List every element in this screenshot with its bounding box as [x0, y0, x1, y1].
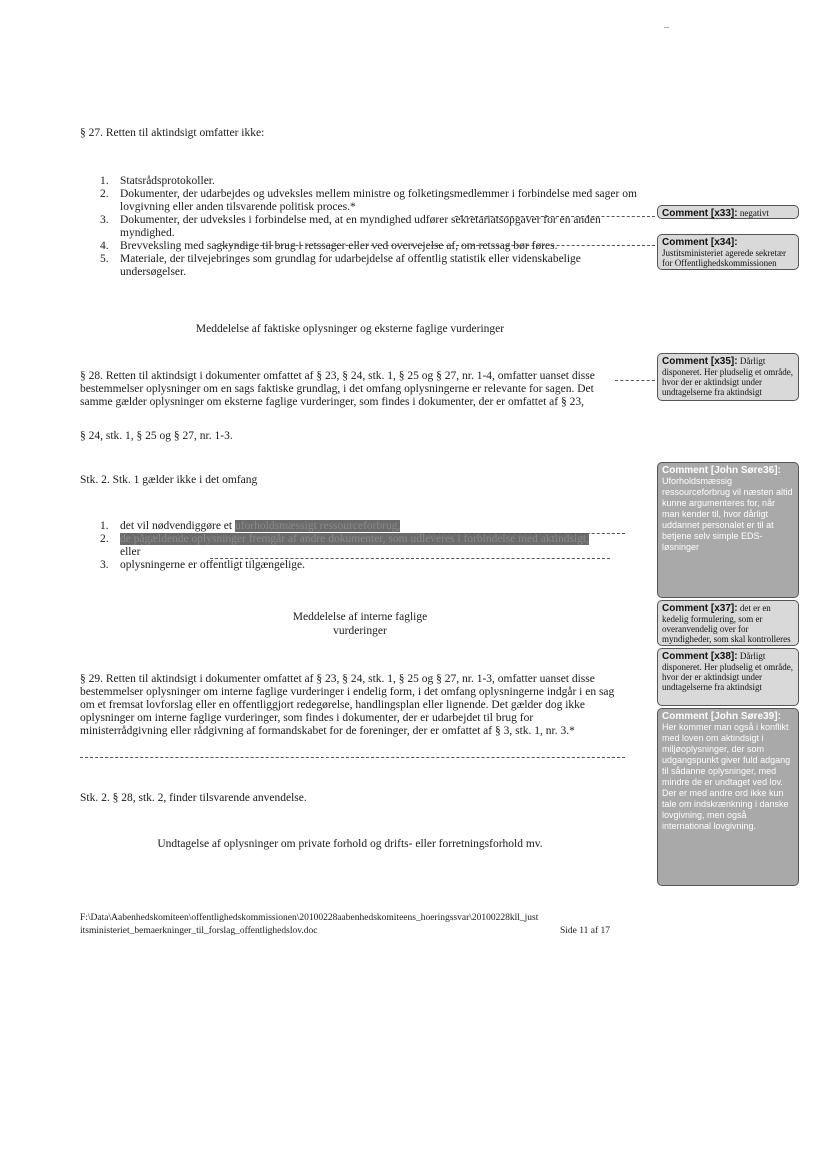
section-28-text: § 28. Retten til aktindsigt i dokumenter omfattet af § 23, § 24, stk. 1, § 25 og § 27, nr. 1-4, omfatter uanset disse bestemmelser oplysninger om en sags faktiske grundlag, i det omfang oplysningerne er relevante for sagen. Det samme gælder oplysninger om eksterne faglige vurderinger, som findes i dokumenter, der er omfattet af § 23,: [80, 370, 595, 408]
redacted-text: de pågældende oplysninger fremgår af andre dokumenter, som udleveres i forbindelse med aktindsigt,: [120, 533, 589, 545]
comment-connector: [210, 558, 610, 559]
footer-page-number: Side 11 af 17: [560, 926, 611, 936]
comment-x33[interactable]: Comment [x33]: negativt: [657, 205, 799, 219]
list-item: 1. Statsrådsprotokoller.: [100, 175, 215, 187]
comment-x35[interactable]: Comment [x35]: Dårligt disponeret. Her pludselig et område, hvor der er aktindsigt under undtagelserne fra aktindsigt: [657, 353, 799, 401]
section-28-list: [80, 520, 600, 572]
comment-connector: [215, 245, 655, 246]
comment-x34[interactable]: Comment [x34]: Justitsministeriet agerede sekretær for Offentlighedskommissionen: [657, 234, 799, 270]
section-29-stk2: Stk. 2. § 28, stk. 2, finder tilsvarende anvendelse.: [80, 792, 307, 804]
comment-connector: [80, 757, 625, 758]
comment-x37[interactable]: Comment [x37]: det er en kedelig formulering, som er overanvendelig over for myndigheder, som skal kontrolleres: [657, 600, 799, 646]
list-item: 1. det vil nødvendiggøre et uforholdsmæssigt ressourceforbrug,: [100, 520, 401, 532]
list-item: 3. Dokumenter, der udveksles i forbindelse med, at en myndighed udfører sekretariatsopgaver for en anden myndighed.: [100, 214, 601, 239]
section-29-text: § 29. Retten til aktindsigt i dokumenter omfattet af § 23, § 24, stk. 1, § 25 og § 27, nr. 1-3, omfatter uanset disse bestemmelser oplysninger om interne faglige vurderinger i endelig form, i det omfang oplysningerne indgår i en sag om et fremsat lovforslag eller en offentliggjort redegørelse, handlingsplan eller lignende. Det gælder dog ikke oplysninger om interne faglige vurderinger, som findes i dokumenter, der er udarbejdet til brug for ministerrådgivning eller rådgivning af formandskabet for de foreninger, der er omfattet af § 3, stk. 1, nr. 3.*: [80, 673, 615, 737]
corner-mark: –: [664, 22, 669, 33]
list-item: 2. de pågældende oplysninger fremgår af andre dokumenter, som udleveres i forbindelse med aktindsigt, eller: [100, 533, 589, 558]
section-28-text-end: § 24, stk. 1, § 25 og § 27, nr. 1-3.: [80, 430, 233, 442]
list-item: 2. Dokumenter, der udarbejdes og udveksles mellem ministre og folketingsmedlemmer i forbindelse med sager om lovgivning eller anden tilsvarende politisk proces.*: [100, 188, 637, 213]
comment-connector: [425, 533, 625, 534]
comment-john-sore39[interactable]: Comment [John Søre39]: Her kommer man også i konflikt med loven om aktindsigt i miljøoplysninger, der som udgangspunkt giver fuld adgang til sådanne oplysninger, med mindre de er undtaget ved lov. Der er med andre ord ikke kun tale om indskrænkning i danske lovgivning, men også international lovgivning.: [657, 708, 799, 886]
section-27-heading: § 27. Retten til aktindsigt omfatter ikke:: [80, 127, 265, 139]
section-27-list: [80, 175, 640, 279]
footer-path-line1: F:\Data\Aabenhedskomiteen\offentlighedskommissionen\20100228aabenhedskomiteens_hoeringssvar\20100228kll_just: [80, 913, 539, 923]
section-28-stk2: Stk. 2. Stk. 1 gælder ikke i det omfang: [80, 474, 258, 486]
redacted-text: uforholdsmæssigt ressourceforbrug,: [234, 520, 401, 532]
heading-private: Undtagelse af oplysninger om private forhold og drifts- eller forretningsforhold mv.: [157, 838, 543, 850]
list-item: 5. Materiale, der tilvejebringes som grundlag for udarbejdelse af offentlig statistik eller videnskabelige undersøgelser.: [100, 253, 581, 278]
comment-x38[interactable]: Comment [x38]: Dårligt disponeret. Her pludselig et område, hvor der er aktindsigt under undtagelserne fra aktindsigt: [657, 648, 799, 706]
list-item: 3. oplysningerne er offentligt tilgængelige.: [100, 559, 306, 571]
heading-facts: Meddelelse af faktiske oplysninger og eksterne faglige vurderinger: [195, 323, 505, 335]
heading-internal-line1: Meddelelse af interne faglige: [292, 611, 428, 623]
comment-john-sore36[interactable]: Comment [John Søre36]: Uforholdsmæssig ressourceforbrug vil næsten altid kunne argumenteres for, når man kender til, hvor dårligt uddannet personalet er til at betjene selv simple EDS-løsninger: [657, 462, 799, 598]
list-item: 4. Brevveksling med sagkyndige til brug i retssager eller ved overvejelse af, om retssag bør føres.: [100, 240, 558, 252]
heading-internal-line2: vurderinger: [333, 625, 387, 637]
footer-path-line2: itsministeriet_bemaerkninger_til_forslag_offentlighedslov.doc: [80, 926, 318, 936]
comment-connector: [455, 216, 655, 217]
comment-connector: [615, 380, 655, 381]
